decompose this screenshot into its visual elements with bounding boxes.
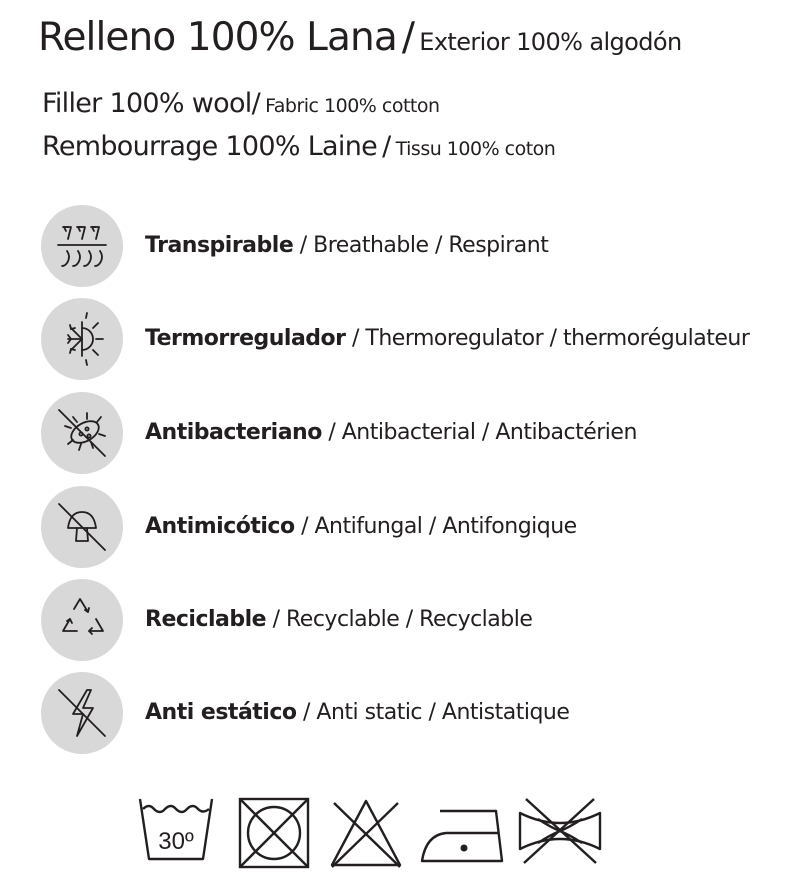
composition-en-secondary: Fabric 100% cotton <box>265 95 440 117</box>
feature-text-thermoregulator <box>145 298 749 380</box>
feature-text-antistatic <box>145 672 569 754</box>
no-bleach-icon <box>326 795 406 871</box>
feature-row-recyclable <box>41 579 781 661</box>
feature-row-antistatic <box>41 672 781 754</box>
wash-temperature: 30º <box>158 828 194 855</box>
care-symbols <box>0 795 800 875</box>
composition-fr <box>42 133 555 160</box>
no-tumble-dry-icon <box>236 795 312 871</box>
composition-en <box>42 90 440 117</box>
composition-fr-separator: / <box>382 131 391 162</box>
feature-translations-antibacterial: / Antibacterial / Antibactérien <box>321 420 637 445</box>
iron-low-icon <box>418 795 506 865</box>
wash-30-icon <box>136 795 216 865</box>
feature-translations-recyclable: / Recyclable / Recyclable <box>266 607 533 632</box>
composition-en-separator: / <box>251 88 260 119</box>
feature-row-thermoregulator <box>41 298 781 380</box>
feature-name-thermoregulator: Termorregulador <box>145 326 346 351</box>
feature-text-recyclable <box>145 579 532 661</box>
feature-translations-breathable: / Breathable / Respirant <box>293 233 549 258</box>
feature-translations-antifungal: / Antifungal / Antifongique <box>294 514 577 539</box>
feature-name-antifungal: Antimicótico <box>145 514 295 539</box>
feature-name-recyclable: Reciclable <box>145 607 267 632</box>
no-wring-icon <box>516 795 604 867</box>
composition-fr-secondary: Tissu 100% coton <box>395 138 556 160</box>
feature-text-antibacterial <box>145 392 637 474</box>
antifungal-icon <box>41 486 123 568</box>
feature-translations-antistatic: / Anti static / Antistatique <box>296 700 570 725</box>
feature-row-antibacterial <box>41 392 781 474</box>
feature-text-antifungal <box>145 486 577 568</box>
feature-row-breathable <box>41 205 781 287</box>
composition-es <box>38 15 682 60</box>
composition-es-main: Relleno 100% Lana <box>38 15 397 60</box>
composition-es-secondary: Exterior 100% algodón <box>419 28 682 56</box>
antistatic-icon <box>41 672 123 754</box>
feature-text-breathable <box>145 205 548 287</box>
composition-es-separator: / <box>401 15 415 60</box>
antibacterial-icon <box>41 392 123 474</box>
thermoregulator-icon <box>41 298 123 380</box>
feature-name-antibacterial: Antibacteriano <box>145 420 322 445</box>
feature-name-antistatic: Anti estático <box>145 700 297 725</box>
breathable-icon <box>41 205 123 287</box>
feature-translations-thermoregulator: / Thermoregulator / thermorégulateur <box>345 326 750 351</box>
composition-fr-main: Rembourrage 100% Laine <box>42 131 378 162</box>
feature-row-antifungal <box>41 486 781 568</box>
recyclable-icon <box>41 579 123 661</box>
composition-en-main: Filler 100% wool <box>42 88 252 119</box>
feature-name-breathable: Transpirable <box>145 233 294 258</box>
